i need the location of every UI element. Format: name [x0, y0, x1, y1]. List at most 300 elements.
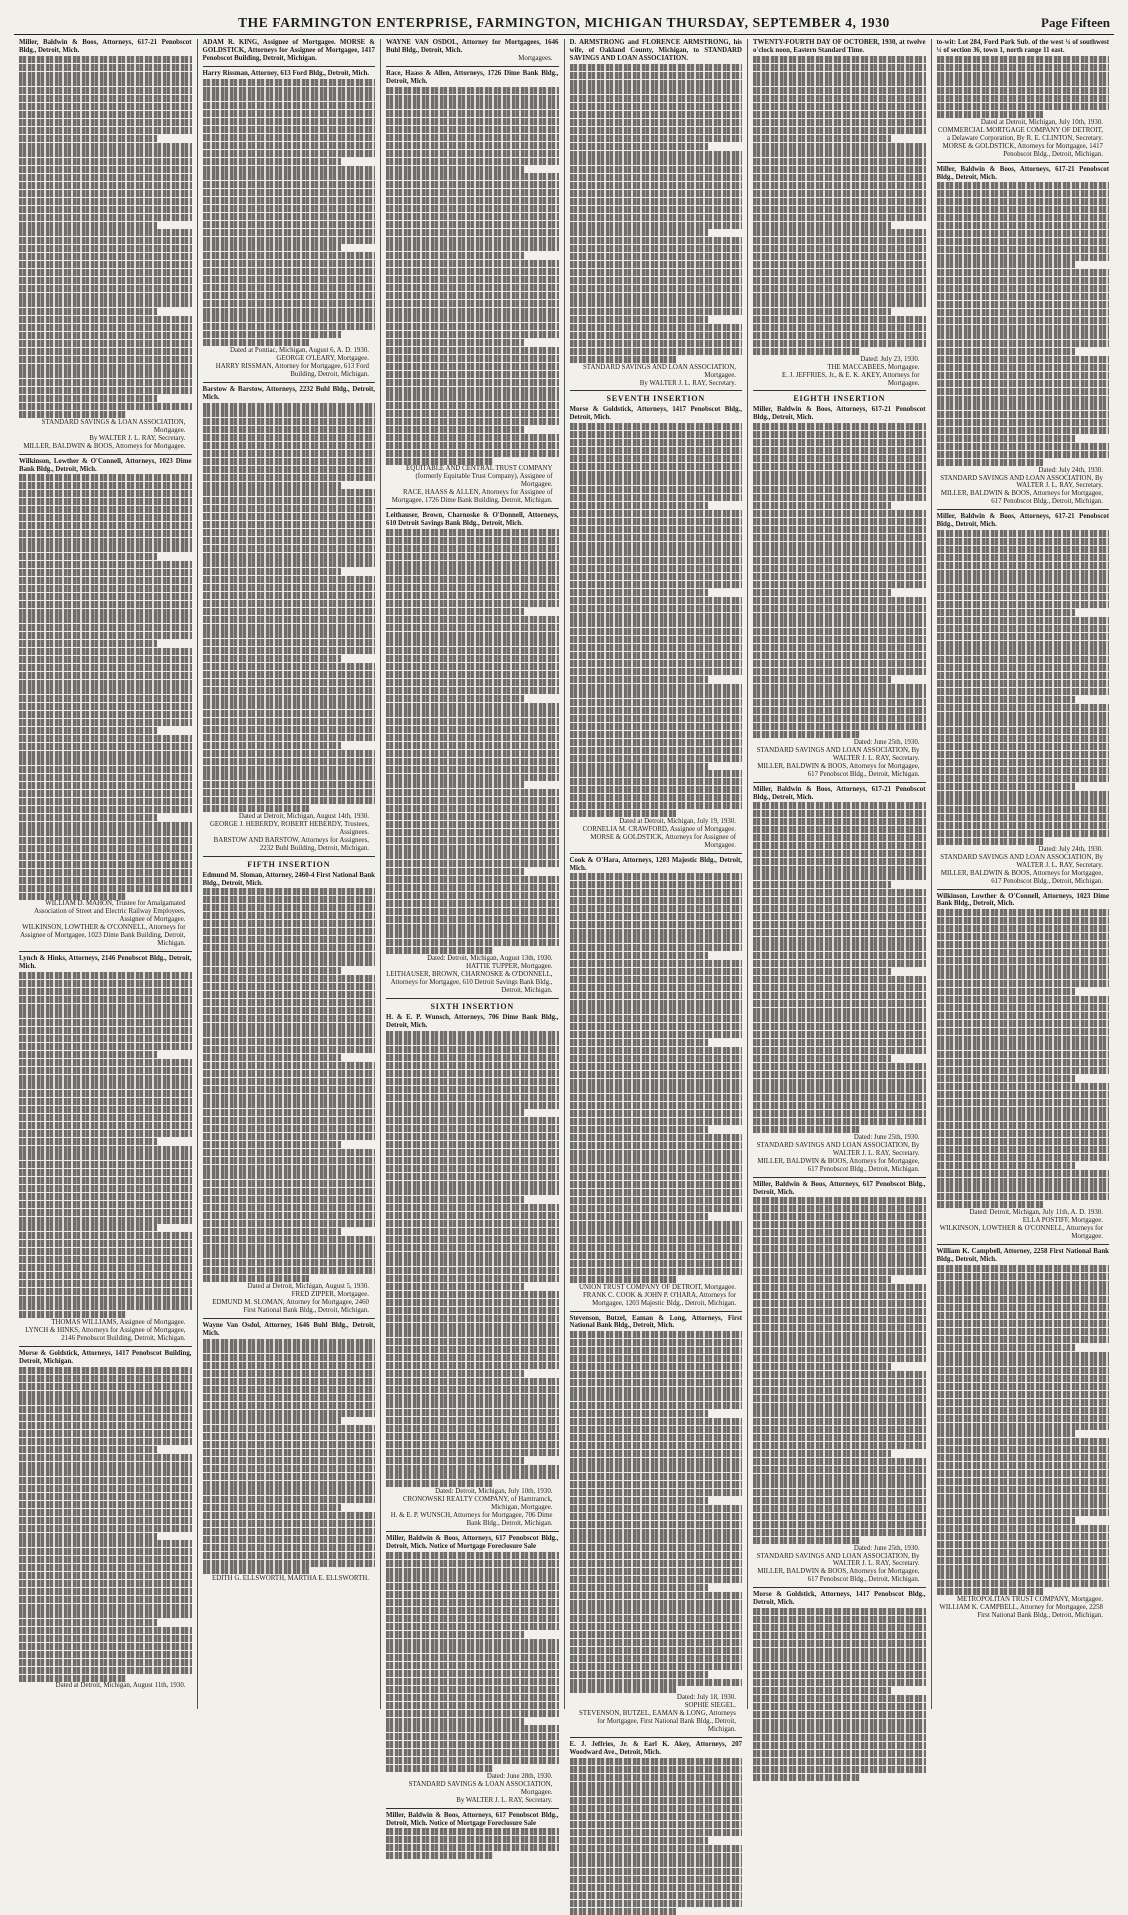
text-line — [570, 573, 743, 580]
text-line — [386, 110, 559, 117]
text-line — [570, 1671, 708, 1678]
text-line — [386, 1725, 559, 1732]
text-line — [203, 173, 376, 180]
text-line — [753, 691, 926, 698]
text-line — [203, 726, 376, 733]
text-line — [937, 427, 1110, 434]
notice-attorney-line: ADAM R. KING, Assignee of Mortgagee. MORSE & GOLDSTICK, Attorneys for Assignee of Mortgagee, 1417 Penobscot Building, Detroit, Michigan. — [202, 39, 375, 62]
text-line — [203, 1488, 376, 1495]
text-line — [570, 332, 743, 339]
text-line — [19, 261, 192, 268]
legal-notice — [570, 1315, 743, 1735]
text-line — [753, 1418, 926, 1425]
text-line — [570, 770, 743, 777]
text-line — [570, 542, 743, 549]
text-line — [386, 1315, 559, 1322]
text-line — [753, 913, 926, 920]
text-line — [203, 1220, 376, 1227]
text-line — [386, 592, 559, 599]
text-line — [937, 696, 1075, 703]
text-line — [386, 1678, 559, 1685]
text-line — [19, 593, 192, 600]
text-line — [203, 284, 376, 291]
text-line — [753, 150, 926, 157]
text-line — [19, 79, 192, 86]
signature-line: STANDARD SAVINGS AND LOAN ASSOCIATION, By WALTER J. L. RAY, Secretary. — [940, 474, 1103, 490]
text-line — [753, 1355, 926, 1362]
text-line — [753, 628, 926, 635]
text-line — [570, 1118, 743, 1125]
text-line — [937, 56, 1110, 63]
text-line — [19, 1391, 192, 1398]
text-line — [203, 126, 376, 133]
text-line — [570, 1489, 743, 1496]
text-line — [570, 605, 743, 612]
text-line — [19, 1675, 126, 1682]
text-line — [386, 1583, 559, 1590]
text-line — [19, 1588, 192, 1595]
text-line — [203, 521, 376, 528]
text-line — [19, 348, 192, 355]
text-line — [203, 497, 376, 504]
text-line — [386, 1078, 559, 1085]
text-line — [570, 1686, 677, 1693]
signature-line: STEVENSON, BUTZEL, EAMAN & LONG, Attorneys for Mortgagee, First National Bank Bldg., Detroit, Michigan. — [579, 1710, 736, 1734]
text-line — [753, 103, 926, 110]
text-line — [753, 143, 926, 150]
text-line — [386, 1038, 559, 1045]
text-line — [386, 371, 559, 378]
text-line — [570, 1568, 743, 1575]
text-line — [937, 1012, 1110, 1019]
text-line — [386, 1718, 524, 1725]
text-line — [570, 1371, 743, 1378]
text-line — [937, 719, 1110, 726]
text-line — [386, 1741, 559, 1748]
text-line — [19, 601, 192, 608]
signature-line: Dated at Detroit, Michigan, July 19, 1930. — [619, 817, 736, 825]
text-line — [19, 379, 192, 386]
text-line — [753, 1086, 926, 1093]
text-line — [937, 664, 1110, 671]
text-line — [937, 238, 1110, 245]
text-line — [386, 1070, 559, 1077]
legal-notice — [203, 1322, 376, 1583]
text-line — [570, 1142, 743, 1149]
text-line — [937, 1454, 1110, 1461]
text-line — [19, 1564, 192, 1571]
signature-line: COMMERCIAL MORTGAGE COMPANY OF DETROIT, a Delaware Corporation, By R. E. CLINTON, Secretary. — [937, 126, 1103, 142]
text-line — [19, 1414, 192, 1421]
signature-line: WILKINSON, LOWTHER & O'CONNELL, Attorneys for Mortgagee. — [939, 1225, 1103, 1240]
text-line — [570, 968, 743, 975]
text-line — [570, 1774, 743, 1781]
text-line — [570, 72, 743, 79]
legal-notice — [570, 39, 743, 387]
text-line — [937, 372, 1110, 379]
text-line — [937, 1501, 1110, 1508]
text-line — [570, 1876, 743, 1883]
text-line — [753, 79, 926, 86]
text-line — [570, 1458, 743, 1465]
notice-divider — [570, 1311, 743, 1312]
text-line — [570, 95, 743, 102]
column-5 — [748, 39, 932, 1709]
text-line — [19, 95, 192, 102]
text-line — [19, 1548, 192, 1555]
text-line — [203, 1101, 376, 1108]
text-line — [203, 1275, 310, 1282]
text-line — [570, 1615, 743, 1622]
legal-notice — [937, 513, 1110, 885]
text-line — [753, 1624, 926, 1631]
text-line — [19, 561, 192, 568]
legal-notice — [203, 39, 376, 63]
text-line — [203, 1007, 376, 1014]
text-line — [753, 597, 926, 604]
text-line — [386, 600, 559, 607]
text-line — [937, 1391, 1110, 1398]
text-line — [570, 1505, 743, 1512]
text-line — [386, 1710, 559, 1717]
text-line — [937, 1438, 1110, 1445]
text-line — [570, 158, 743, 165]
legal-notice — [19, 1350, 192, 1690]
notice-divider — [753, 782, 926, 783]
text-line — [386, 276, 559, 283]
text-line — [386, 229, 559, 236]
legal-notice — [203, 70, 376, 379]
text-line — [937, 1367, 1110, 1374]
text-line — [570, 763, 708, 770]
signature-line: Dated: Detroit, Michigan, July 10th, 1930. — [435, 1488, 553, 1496]
text-line — [386, 908, 559, 915]
text-line — [386, 805, 559, 812]
text-line — [753, 1071, 926, 1078]
text-line — [937, 814, 1110, 821]
text-line — [937, 965, 1110, 972]
signature-line: HARRY RISSMAN, Attorney for Mortgagee, 613 Ford Building, Detroit, Michigan. — [215, 362, 369, 378]
text-line — [937, 1549, 1110, 1556]
text-line — [937, 1312, 1110, 1319]
text-line — [19, 340, 192, 347]
text-line — [203, 410, 376, 417]
notice-attorney-line: Miller, Baldwin & Boos, Attorneys, 617 Penobscot Bldg., Detroit, Mich. — [753, 1180, 926, 1196]
text-line — [19, 1027, 192, 1034]
text-line — [203, 339, 310, 346]
text-line — [753, 316, 926, 323]
text-line — [19, 1485, 192, 1492]
text-line — [570, 261, 743, 268]
text-line — [19, 222, 157, 229]
text-line — [19, 1493, 192, 1500]
text-line — [937, 704, 1110, 711]
text-line — [203, 959, 376, 966]
text-line — [203, 1180, 376, 1187]
text-line — [386, 1109, 524, 1116]
text-line — [19, 308, 157, 315]
text-line — [386, 1141, 559, 1148]
text-line — [203, 1417, 341, 1424]
text-line — [937, 751, 1110, 758]
text-line — [386, 331, 559, 338]
text-line — [753, 158, 926, 165]
notice-attorney-line: Stevenson, Butzel, Eaman & Long, Attorneys, First National Bank Bldg., Detroit, Mich. — [569, 1314, 742, 1330]
notice-divider — [386, 998, 559, 999]
text-line — [19, 293, 192, 300]
text-line — [386, 663, 559, 670]
text-line — [753, 1726, 926, 1733]
text-line — [203, 1157, 376, 1164]
signature-line: EDMUND M. SLOMAN, Attorney for Mortgagee, 2460 First National Bank Bldg., Detroit, Michigan. — [212, 1298, 369, 1314]
text-line — [19, 814, 157, 821]
text-line — [19, 1177, 192, 1184]
signature-line: HATTIE TUPPER, Mortgagee. — [466, 963, 553, 971]
text-line — [386, 1275, 559, 1282]
text-line — [386, 1686, 559, 1693]
text-line — [19, 1011, 192, 1018]
legal-notice — [753, 1181, 926, 1585]
text-line — [570, 119, 743, 126]
text-line — [570, 1102, 743, 1109]
text-line — [386, 1575, 559, 1582]
text-line — [386, 868, 524, 875]
legal-notice — [386, 1812, 559, 1859]
text-line — [937, 1083, 1110, 1090]
text-line — [203, 888, 376, 895]
text-line — [203, 631, 376, 638]
text-line — [753, 1292, 926, 1299]
text-line — [203, 1504, 341, 1511]
text-line — [386, 1607, 559, 1614]
text-line — [937, 72, 1110, 79]
text-line — [19, 616, 192, 623]
text-line — [386, 1568, 559, 1575]
text-line — [19, 680, 192, 687]
text-line — [570, 174, 743, 181]
text-line — [753, 992, 926, 999]
text-line — [386, 189, 559, 196]
text-line — [19, 135, 157, 142]
text-line — [203, 1362, 376, 1369]
text-line — [937, 1557, 1110, 1564]
notice-divider — [937, 509, 1110, 510]
text-line — [203, 560, 376, 567]
text-line — [203, 482, 341, 489]
text-line — [570, 151, 743, 158]
text-line — [386, 687, 559, 694]
text-line — [753, 850, 926, 857]
notice-attorney-line: to-wit: Lot 284, Ford Park Sub. of the west ¼ of southwest ¼ of section 36, town 1, north range 11 east. — [936, 39, 1109, 54]
text-line — [203, 679, 376, 686]
text-line — [753, 1497, 926, 1504]
text-line — [203, 1038, 376, 1045]
text-line — [203, 181, 376, 188]
text-line — [570, 810, 677, 817]
text-line — [203, 118, 376, 125]
signature-line: By WALTER J. L. RAY, Secretary. — [456, 1796, 553, 1804]
text-line — [937, 1162, 1075, 1169]
text-line — [753, 581, 926, 588]
text-line — [203, 655, 341, 662]
signature-line: MILLER, BALDWIN & BOOS, Attorneys for Mortgagee, 617 Penobscot Bldg., Detroit, Michigan. — [757, 1157, 920, 1173]
text-line — [570, 707, 743, 714]
text-line — [753, 1450, 891, 1457]
text-line — [203, 1512, 376, 1519]
text-line — [753, 1655, 926, 1662]
text-line — [937, 1572, 1110, 1579]
text-line — [753, 72, 926, 79]
text-line — [753, 1110, 926, 1117]
text-line — [19, 127, 192, 134]
text-line — [937, 1059, 1110, 1066]
text-line — [570, 1126, 708, 1133]
text-line — [386, 742, 559, 749]
text-line — [753, 1253, 926, 1260]
signature-line: Mortgagees. — [518, 54, 553, 62]
text-line — [570, 1260, 743, 1267]
text-line — [753, 277, 926, 284]
text-line — [386, 1125, 559, 1132]
text-line — [937, 656, 1110, 663]
signature-line: LYNCH & HINKS, Attorneys for Assignee of Mortgagee, 2146 Penobscot Building, Detroit, Michigan. — [25, 1327, 186, 1343]
text-line — [570, 1497, 708, 1504]
legal-notice — [937, 1248, 1110, 1620]
text-line — [570, 1837, 708, 1844]
text-line — [386, 529, 559, 536]
text-line — [203, 418, 376, 425]
text-line — [937, 1122, 1110, 1129]
text-line — [753, 447, 926, 454]
text-line — [19, 56, 192, 63]
text-line — [19, 237, 192, 244]
text-line — [937, 1399, 1110, 1406]
text-line — [937, 325, 1110, 332]
text-line — [203, 1567, 310, 1574]
text-line — [570, 502, 708, 509]
text-line — [570, 976, 743, 983]
text-line — [753, 1426, 926, 1433]
text-line — [203, 742, 341, 749]
text-line — [203, 710, 376, 717]
signature-line: Dated: June 25th, 1930. — [853, 738, 920, 746]
text-line — [203, 1109, 376, 1116]
legal-notice — [937, 166, 1110, 507]
text-line — [570, 229, 708, 236]
text-line — [937, 759, 1110, 766]
text-line — [570, 565, 743, 572]
text-line — [937, 1067, 1110, 1074]
text-line — [386, 852, 559, 859]
text-line — [203, 331, 341, 338]
text-line — [386, 1117, 559, 1124]
text-line — [386, 387, 559, 394]
text-line — [570, 198, 743, 205]
text-line — [203, 1196, 376, 1203]
text-line — [19, 1224, 157, 1231]
text-line — [753, 300, 926, 307]
text-line — [937, 625, 1110, 632]
text-line — [937, 1296, 1110, 1303]
text-line — [753, 478, 926, 485]
text-line — [937, 1281, 1110, 1288]
text-line — [386, 1433, 559, 1440]
text-line — [753, 135, 891, 142]
text-line — [570, 984, 743, 991]
text-line — [386, 758, 559, 765]
text-line — [19, 474, 192, 481]
text-line — [570, 135, 743, 142]
text-line — [570, 245, 743, 252]
text-line — [570, 881, 743, 888]
text-line — [203, 1259, 376, 1266]
text-line — [386, 1196, 524, 1203]
text-line — [753, 1766, 926, 1773]
text-line — [937, 1304, 1110, 1311]
text-line — [203, 474, 376, 481]
text-line — [19, 1303, 192, 1310]
text-line — [386, 608, 524, 615]
text-line — [19, 1193, 192, 1200]
text-line — [753, 802, 926, 809]
text-line — [386, 418, 559, 425]
text-line — [203, 134, 376, 141]
text-line — [203, 1473, 376, 1480]
text-line — [386, 292, 559, 299]
text-line — [937, 1004, 1110, 1011]
text-line — [937, 1043, 1110, 1050]
text-line — [19, 269, 192, 276]
text-line — [753, 1640, 926, 1647]
text-line — [386, 797, 559, 804]
text-line — [386, 315, 559, 322]
text-line — [570, 1039, 708, 1046]
text-line — [570, 1000, 743, 1007]
text-line — [19, 506, 192, 513]
text-line — [203, 197, 376, 204]
text-line — [19, 1533, 157, 1540]
text-line — [203, 805, 310, 812]
notice-attorney-line: Lynch & Hinks, Attorneys, 2146 Penobscot Bldg., Detroit, Mich. — [19, 955, 192, 971]
text-line — [937, 1170, 1110, 1177]
signature-line: E. J. JEFFRIES, Jr., & E. K. AKEY, Attorneys for Mortgagee. — [781, 371, 920, 387]
text-line — [570, 478, 743, 485]
text-line — [753, 1489, 926, 1496]
text-line — [570, 620, 743, 627]
text-line — [570, 1853, 743, 1860]
text-line — [19, 1004, 192, 1011]
text-line — [753, 1458, 926, 1465]
text-line — [937, 996, 1110, 1003]
text-line — [753, 542, 926, 549]
text-line — [753, 1205, 926, 1212]
text-line — [570, 1387, 743, 1394]
text-line — [753, 1229, 926, 1236]
text-line — [386, 1457, 524, 1464]
notice-attorney-line: Morse & Goldstick, Attorneys, 1417 Penobscot Building, Detroit, Michigan. — [19, 1350, 192, 1365]
text-line — [753, 182, 926, 189]
text-line — [937, 1154, 1110, 1161]
text-line — [937, 396, 1110, 403]
text-line — [19, 1059, 192, 1066]
text-line — [19, 766, 192, 773]
text-line — [753, 1339, 926, 1346]
notice-attorney-line: Miller, Baldwin & Boos, Attorneys, 617 Penobscot Bldg., Detroit, Mich. Notice of Mortgage Foreclosure Sale — [386, 1811, 559, 1827]
text-line — [386, 181, 559, 188]
text-line — [203, 1244, 376, 1251]
text-line — [386, 679, 559, 686]
text-line — [937, 451, 1110, 458]
